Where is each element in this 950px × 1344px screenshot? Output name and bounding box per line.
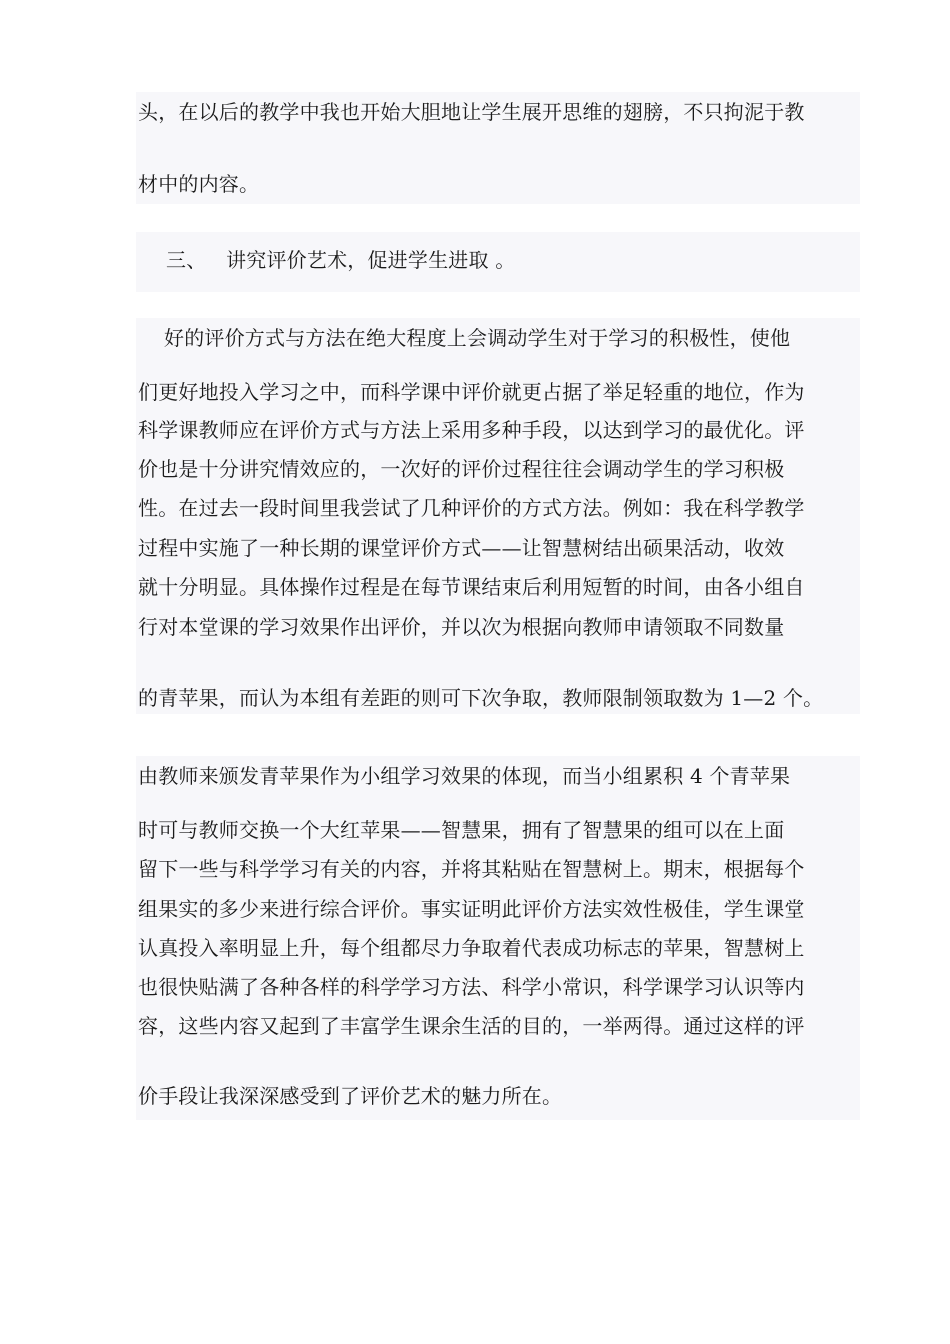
paragraph-line: 性。在过去一段时间里我尝试了几种评价的方式方法。例如：我在科学教学 (138, 496, 805, 520)
paragraph-line: 材中的内容。 (138, 172, 260, 196)
paragraph-line: 留下一些与科学学习有关的内容，并将其粘贴在智慧树上。期末，根据每个 (138, 857, 805, 881)
paragraph-line: 也很快贴满了各种各样的科学学习方法、科学小常识，科学课学习认识等内 (138, 975, 805, 999)
paragraph-line: 好的评价方式与方法在绝大程度上会调动学生对于学习的积极性，使他 (164, 326, 791, 350)
paragraph-line: 的青苹果，而认为本组有差距的则可下次争取，教师限制领取数为 1—2 个。 (138, 686, 824, 710)
paragraph-line: 认真投入率明显上升，每个组都尽力争取着代表成功标志的苹果，智慧树上 (138, 936, 805, 960)
paragraph-line: 组果实的多少来进行综合评价。事实证明此评价方法实效性极佳，学生课堂 (138, 897, 805, 921)
paragraph-line: 过程中实施了一种长期的课堂评价方式——让智慧树结出硕果活动，收效 (138, 536, 785, 560)
paragraph-line: 行对本堂课的学习效果作出评价，并以次为根据向教师申请领取不同数量 (138, 615, 785, 639)
paragraph-line: 科学课教师应在评价方式与方法上采用多种手段，以达到学习的最优化。评 (138, 418, 805, 442)
paragraph-line: 价手段让我深深感受到了评价艺术的魅力所在。 (138, 1084, 563, 1108)
paragraph-line: 由教师来颁发青苹果作为小组学习效果的体现，而当小组累积 4 个青苹果 (138, 764, 791, 788)
paragraph-line: 头，在以后的教学中我也开始大胆地让学生展开思维的翅膀，不只拘泥于教 (138, 100, 805, 124)
paragraph-line: 容，这些内容又起到了丰富学生课余生活的目的，一举两得。通过这样的评 (138, 1014, 805, 1038)
paragraph-line: 们更好地投入学习之中，而科学课中评价就更占据了举足轻重的地位，作为 (138, 380, 805, 404)
section-heading: 三、 讲究评价艺术，促进学生进取 。 (166, 248, 516, 272)
paragraph-line: 价也是十分讲究情效应的，一次好的评价过程往往会调动学生的学习积极 (138, 457, 785, 481)
paragraph-line: 时可与教师交换一个大红苹果——智慧果，拥有了智慧果的组可以在上面 (138, 818, 785, 842)
paragraph-line: 就十分明显。具体操作过程是在每节课结束后利用短暂的时间，由各小组自 (138, 575, 805, 599)
